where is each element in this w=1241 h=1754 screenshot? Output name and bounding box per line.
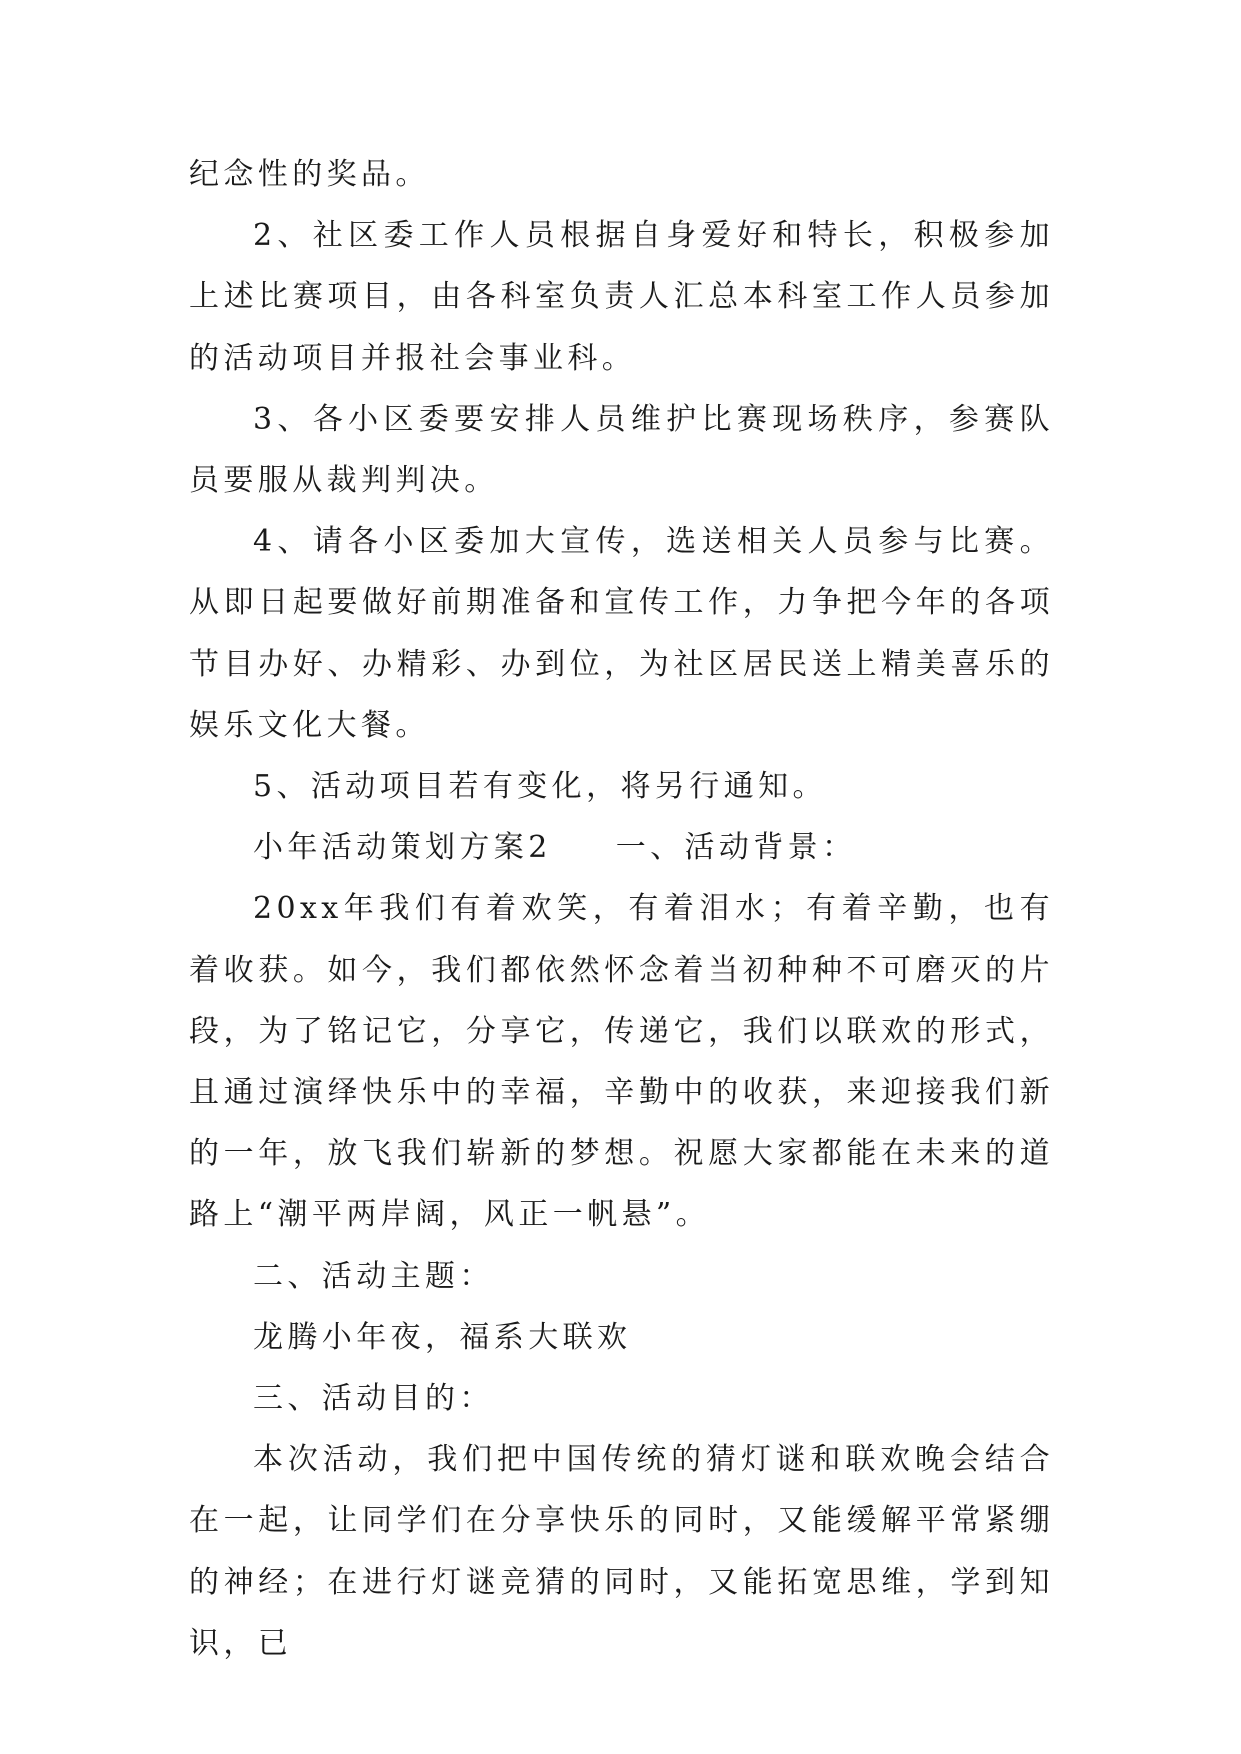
paragraph-continuation: 纪念性的奖品。	[189, 157, 430, 192]
paragraph-item-4: 4、请各小区委加大宣传，选送相关人员参与比赛。从即日起要做好前期准备和宣传工作，力争把今年的各项节目办好、办精彩、办到位，为社区居民送上精美喜乐的娱乐文化大餐。	[189, 524, 1054, 743]
background-paragraph: 20xx年我们有着欢笑，有着泪水；有着辛勤，也有着收获。如今，我们都依然怀念着当初种种不可磨灭的片段，为了铭记它，分享它，传递它，我们以联欢的形式，且通过演绎快乐中的幸福，辛勤中的收获，来迎接我们新的一年，放飞我们崭新的梦想。祝愿大家都能在未来的道路上“潮平两岸阔，风正一帆悬”。	[189, 891, 1054, 1233]
paragraph-item-3: 3、各小区委要安排人员维护比赛现场秩序，参赛队员要服从裁判判决。	[189, 401, 1054, 499]
purpose-paragraph: 本次活动，我们把中国传统的猜灯谜和联欢晚会结合在一起，让同学们在分享快乐的同时，又能缓解平常紧绷的神经；在进行灯谜竞猜的同时，又能拓宽思维，学到知识，已	[189, 1442, 1054, 1661]
paragraph-item-5: 5、活动项目若有变化，将另行通知。	[253, 769, 827, 805]
section-heading	[189, 817, 1054, 878]
section-subtitle: 一、活动背景：	[615, 830, 857, 866]
section-title: 小年活动策划方案2	[253, 830, 552, 866]
theme-heading: 二、活动主题：	[253, 1258, 494, 1294]
purpose-heading: 三、活动目的：	[253, 1381, 494, 1417]
document-page	[189, 144, 1054, 1674]
theme-text: 龙腾小年夜，福系大联欢	[253, 1319, 632, 1355]
paragraph-item-2: 2、社区委工作人员根据自身爱好和特长，积极参加上述比赛项目，由各科室负责人汇总本科室工作人员参加的活动项目并报社会事业科。	[189, 218, 1054, 376]
